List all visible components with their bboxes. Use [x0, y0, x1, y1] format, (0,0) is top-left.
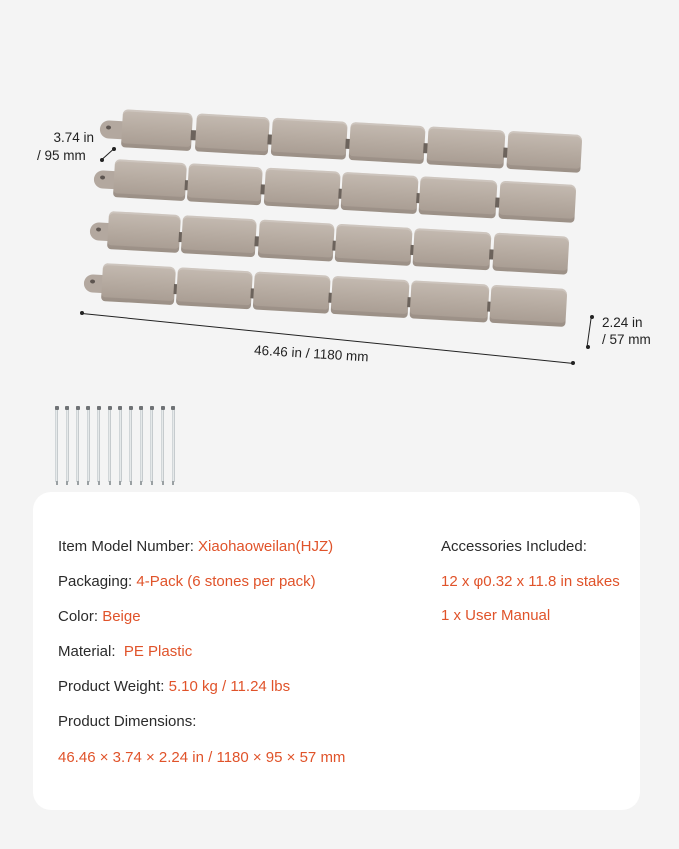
stone — [426, 126, 505, 168]
accessory-item-manual: 1 x User Manual — [441, 607, 551, 624]
spec-dimensions-value — [58, 748, 345, 768]
stake — [161, 406, 164, 482]
length-dimension-label: 46.46 in / 1180 mm — [253, 342, 369, 365]
height-label-line1: 2.24 in — [602, 315, 643, 330]
spec-label: Item Model Number: — [58, 538, 199, 555]
spec-dimensions-label — [58, 712, 196, 732]
spec-value: PE Plastic — [123, 643, 193, 660]
stone — [176, 267, 253, 309]
spec-weight — [58, 677, 290, 697]
stake — [140, 406, 143, 482]
spec-model-number — [58, 537, 333, 557]
spec-value: Xiaohaoweilan(HJZ) — [198, 538, 334, 555]
specs-card — [33, 492, 640, 810]
stone — [113, 159, 187, 201]
stake — [97, 406, 100, 482]
stone — [331, 276, 410, 318]
height-dimension-label — [602, 314, 651, 348]
width-dimension-label — [48, 129, 94, 146]
spec-label: Product Weight: — [58, 678, 169, 695]
width-label-line1: 3.74 in — [53, 130, 94, 145]
spec-value: 46.46 × 3.74 × 2.24 in / 1180 × 95 × 57 mm — [58, 749, 346, 766]
stake-hole — [100, 175, 105, 179]
spec-material — [58, 642, 192, 662]
stakes-image — [53, 406, 183, 482]
stake-hole — [106, 125, 111, 129]
stone — [253, 272, 331, 314]
stone — [498, 181, 576, 223]
spec-packaging — [58, 572, 316, 592]
stake — [108, 406, 111, 482]
stone — [258, 219, 335, 261]
stone — [492, 233, 569, 275]
spec-label: Packaging: — [58, 573, 137, 590]
stake — [66, 406, 69, 482]
stake — [150, 406, 153, 482]
width-dimension-label-2 — [37, 147, 86, 164]
stone — [107, 211, 181, 253]
stake — [55, 406, 58, 482]
spec-value: 5.10 kg / 11.24 lbs — [168, 678, 291, 695]
spec-label: Material: — [58, 643, 124, 660]
stake-hole — [96, 227, 101, 231]
stone — [264, 168, 341, 210]
stone — [412, 228, 491, 270]
stone — [489, 285, 567, 327]
stake — [87, 406, 90, 482]
stone — [181, 215, 257, 257]
stake — [76, 406, 79, 482]
width-label-line2: / 95 mm — [37, 148, 86, 163]
stone — [418, 176, 497, 218]
spec-label: Color: — [58, 608, 103, 625]
stone — [121, 109, 193, 151]
stake — [172, 406, 175, 482]
stone — [271, 118, 348, 160]
accessories-title: Accessories Included: — [441, 538, 587, 555]
stone — [409, 280, 489, 322]
stake — [129, 406, 132, 482]
stone — [187, 163, 263, 205]
spec-color — [58, 607, 141, 627]
accessory-item-stakes: 12 x φ0.32 x 11.8 in stakes — [441, 573, 620, 590]
stake — [119, 406, 122, 482]
stone — [335, 224, 413, 266]
stone — [341, 172, 419, 214]
stake-hole — [90, 279, 95, 283]
stone — [195, 113, 270, 155]
spec-label: Product Dimensions: — [58, 713, 197, 730]
height-dimension-line — [586, 318, 591, 348]
stone — [101, 263, 176, 305]
spec-value: Beige — [102, 608, 141, 625]
stone — [506, 131, 582, 173]
height-label-line2: / 57 mm — [602, 332, 651, 347]
spec-value: 4-Pack (6 stones per pack) — [136, 573, 316, 590]
stone — [349, 122, 426, 164]
